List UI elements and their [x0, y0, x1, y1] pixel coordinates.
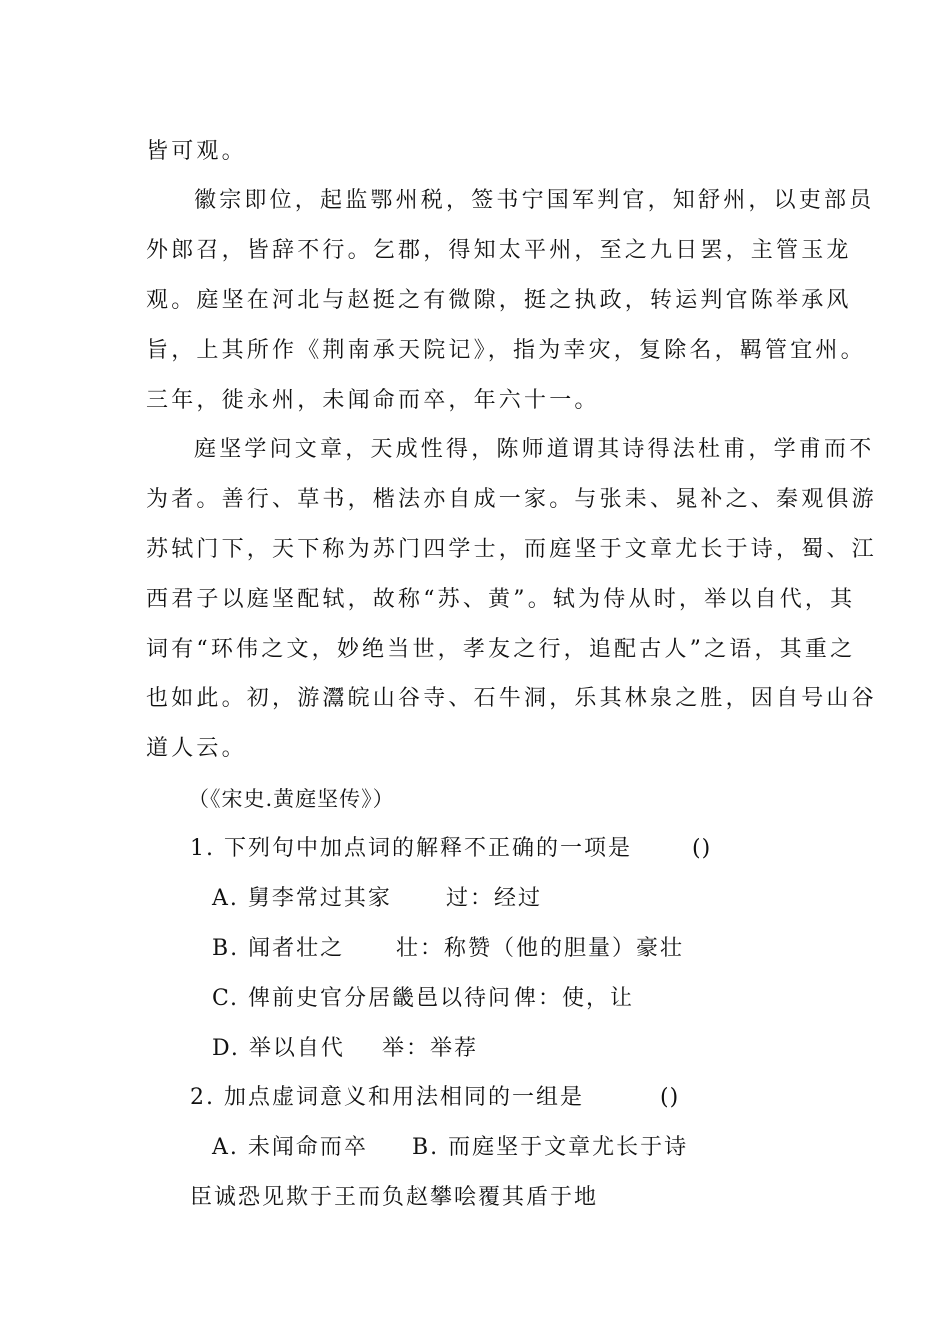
question-stem: 2. 加点虚词意义和用法相同的一组是 — [190, 1085, 584, 1110]
passage-line: 庭坚学问文章，天成性得，陈师道谓其诗得法杜甫，学甫而不 — [194, 437, 875, 462]
passage-line: 苏轼门下，天下称为苏门四学士，而庭坚于文章尤长于诗，蜀、江 — [146, 537, 877, 562]
passage-line: 皆可观。 — [146, 139, 247, 164]
option-b: B. 而庭坚于文章尤长于诗 — [412, 1135, 689, 1160]
passage-line: 三年，徙永州，未闻命而卒，年六十一。 — [146, 388, 600, 413]
answer-blank[interactable]: () — [692, 836, 712, 861]
option-a-gloss: 过：经过 — [446, 886, 543, 911]
option-b-gloss: 壮：称赞（他的胆量）豪壮 — [396, 936, 685, 961]
answer-blank[interactable]: () — [660, 1085, 680, 1110]
passage-line: 为者。善行、草书，楷法亦自成一家。与张耒、晁补之、秦观俱游 — [146, 487, 877, 512]
passage-source: （《宋史.黄庭坚传》） — [188, 787, 395, 811]
option-a: A. 未闻命而卒 — [212, 1135, 368, 1160]
option-b: B. 闻者壮之 — [212, 936, 345, 961]
passage-line: 也如此。初，游灊皖山谷寺、石牛洞，乐其林泉之胜，因自号山谷 — [146, 686, 877, 711]
option-c-gloss: 俾：使，让 — [514, 986, 635, 1011]
passage-line: 西君子以庭坚配轼，故称“苏、黄”。轼为侍从时，举以自代，其 — [146, 587, 856, 612]
option-d-gloss: 举：举荐 — [382, 1036, 479, 1061]
option-continuation: 臣诚恐见欺于王而负赵攀哙覆其盾于地 — [190, 1185, 599, 1210]
option-d: D. 举以自代 — [212, 1036, 345, 1061]
passage-line: 外郎召，皆辞不行。乞郡，得知太平州，至之九日罢，主管玉龙 — [146, 238, 852, 263]
passage-line: 词有“环伟之文，妙绝当世，孝友之行，追配古人”之语，其重之 — [146, 637, 856, 662]
passage-line: 徽宗即位，起监鄂州税，签书宁国军判官，知舒州，以吏部员 — [194, 188, 875, 213]
passage-line: 道人云。 — [146, 736, 247, 761]
passage-line: 观。庭坚在河北与赵挺之有微隙，挺之执政，转运判官陈举承风 — [146, 288, 852, 313]
passage-line: 旨，上其所作《荆南承天院记》，指为幸灾，复除名，羁管宜州。 — [146, 338, 866, 363]
question-stem: 1. 下列句中加点词的解释不正确的一项是 — [190, 836, 632, 861]
option-c: C. 俾前史官分居畿邑以待问 — [212, 986, 513, 1011]
option-a: A. 舅李常过其家 — [212, 886, 392, 911]
